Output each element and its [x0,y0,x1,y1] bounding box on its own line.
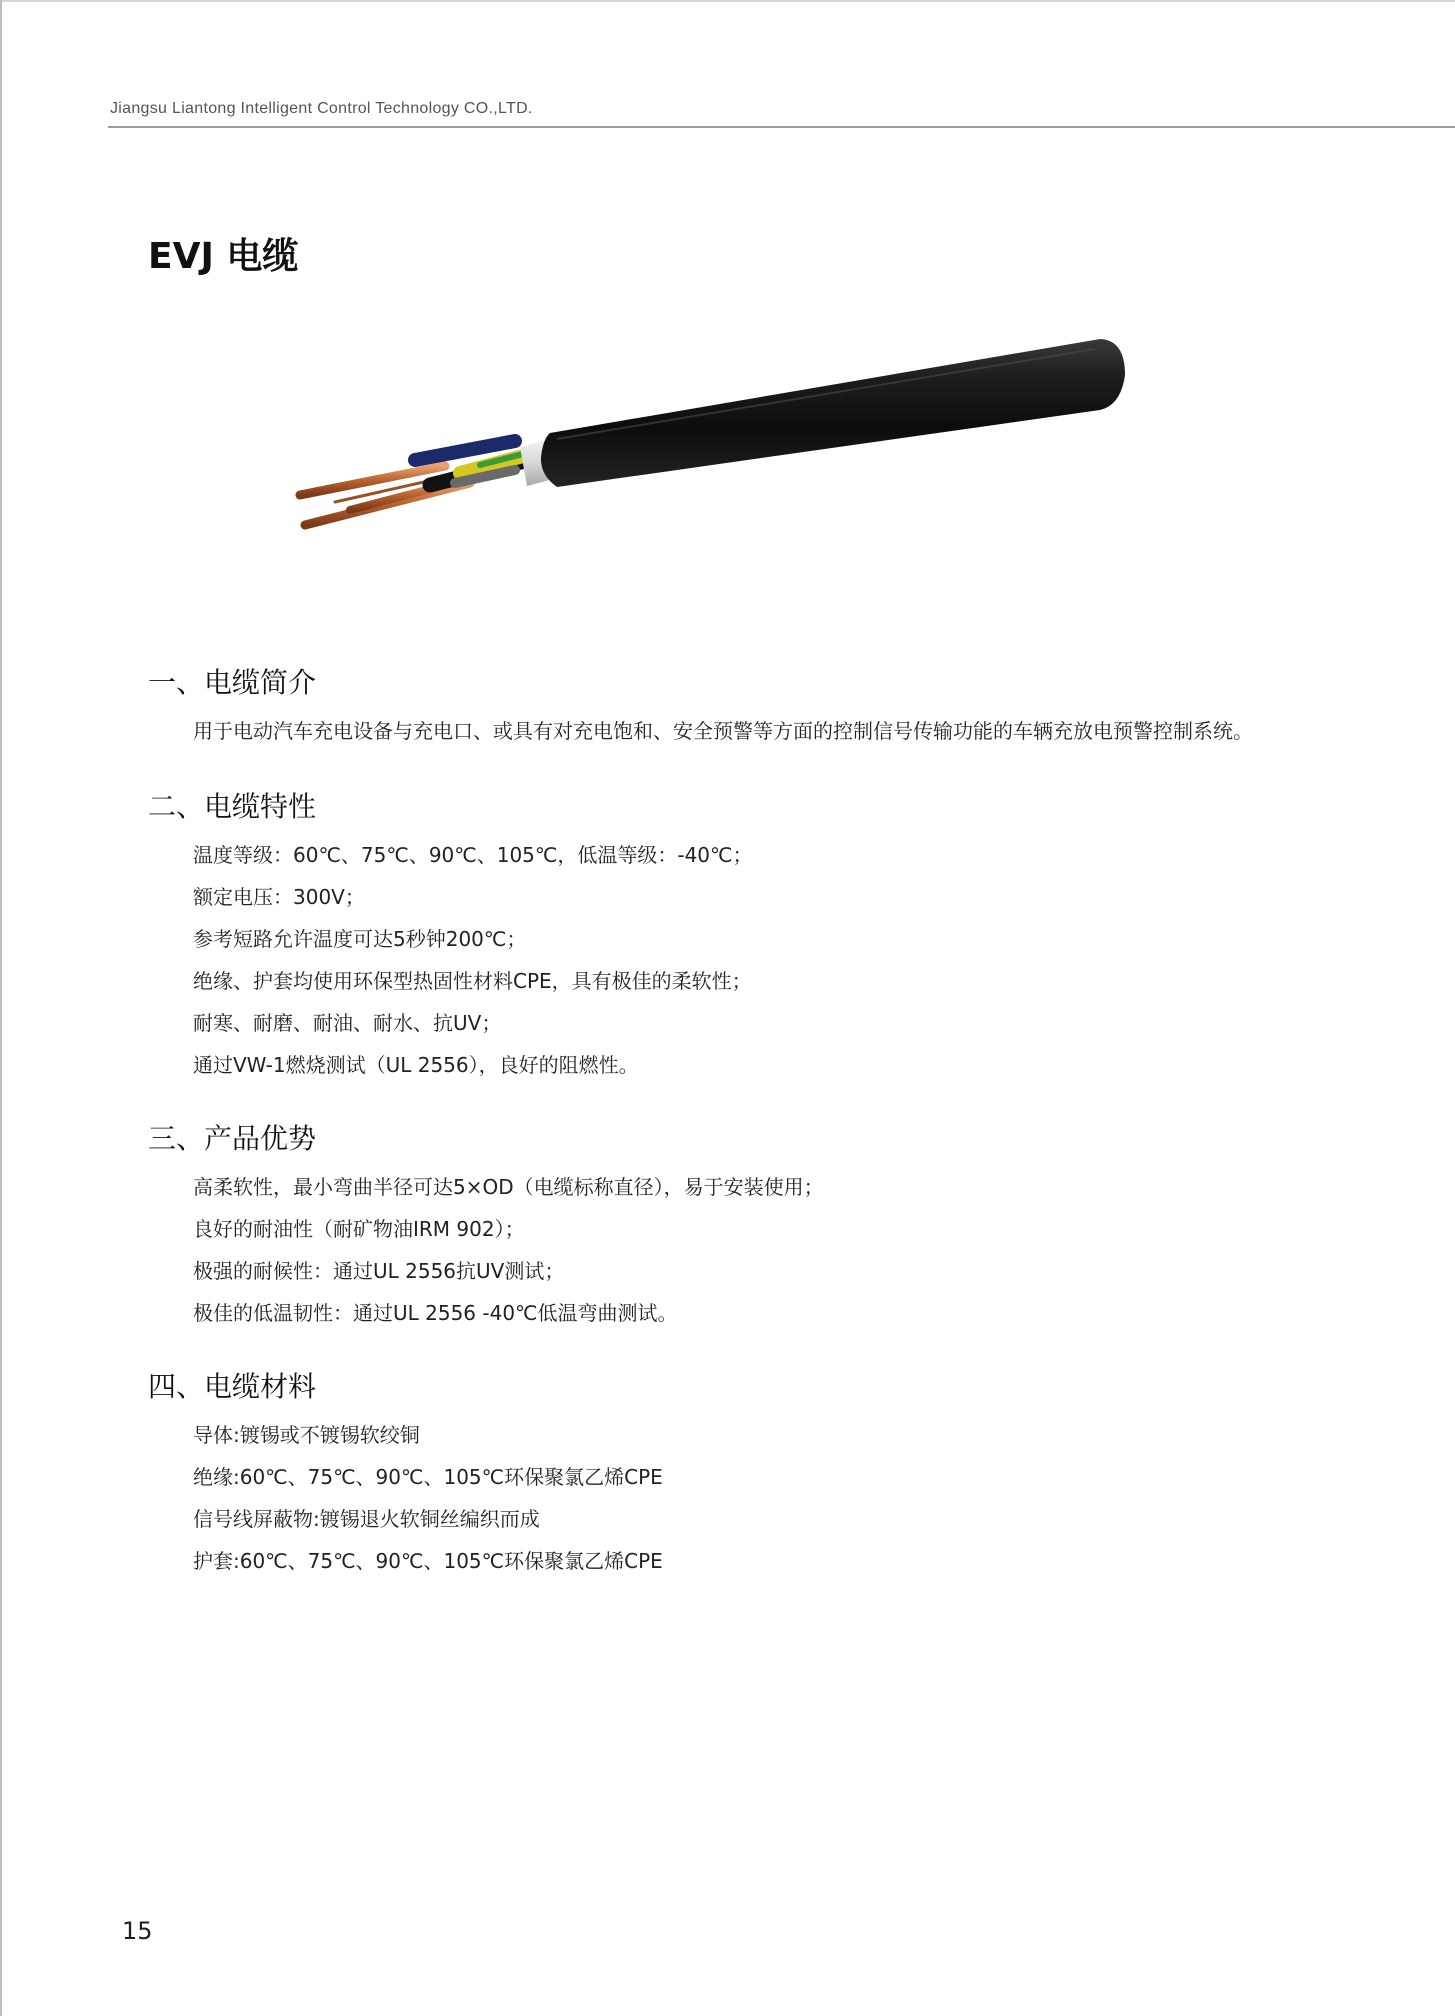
page-top-border [0,0,1455,2]
list-item: 良好的耐油性（耐矿物油IRM 902）； [193,1217,525,1241]
company-header: Jiangsu Liantong Intelligent Control Technology CO.,LTD. [110,100,533,117]
page-number: 15 [122,1917,153,1945]
list-item: 耐寒、耐磨、耐油、耐水、抗UV； [193,1011,502,1035]
cable-image [295,335,1135,535]
list-item: 绝缘、护套均使用环保型热固性材料CPE，具有极佳的柔软性； [193,969,752,993]
list-item: 绝缘:60℃、75℃、90℃、105℃环保聚氯乙烯CPE [193,1465,663,1489]
list-item: 极佳的低温韧性：通过UL 2556 -40℃低温弯曲测试。 [193,1301,678,1325]
list-item: 极强的耐候性：通过UL 2556抗UV测试； [193,1259,565,1283]
page-left-border [0,0,2,2016]
header-divider [108,126,1455,128]
list-item: 参考短路允许温度可达5秒钟200℃； [193,927,527,951]
section-heading: 三、产品优势 [148,1122,317,1155]
section-heading: 二、电缆特性 [148,790,317,823]
section-heading: 一、电缆简介 [148,666,317,699]
section-materials [148,1370,663,1582]
list-item: 温度等级：60℃、75℃、90℃、105℃，低温等级：-40℃； [193,843,753,867]
section-intro [148,666,1253,752]
page-title: EVJ 电缆 [148,236,299,277]
list-item: 导体:镀锡或不镀锡软绞铜 [193,1423,420,1447]
list-item: 额定电压：300V； [193,885,365,909]
list-item: 信号线屏蔽物:镀锡退火软铜丝编织而成 [193,1507,540,1531]
list-item: 用于电动汽车充电设备与充电口、或具有对充电饱和、安全预警等方面的控制信号传输功能的车辆充放电预警控制系统。 [193,719,1253,743]
section-features [148,790,753,1086]
section-heading: 四、电缆材料 [148,1370,317,1403]
list-item: 高柔软性，最小弯曲半径可达5×OD（电缆标称直径），易于安装使用； [193,1175,824,1199]
section-advantages [148,1122,824,1334]
list-item: 通过VW-1燃烧测试（UL 2556），良好的阻燃性。 [193,1053,639,1077]
list-item: 护套:60℃、75℃、90℃、105℃环保聚氯乙烯CPE [193,1549,663,1573]
